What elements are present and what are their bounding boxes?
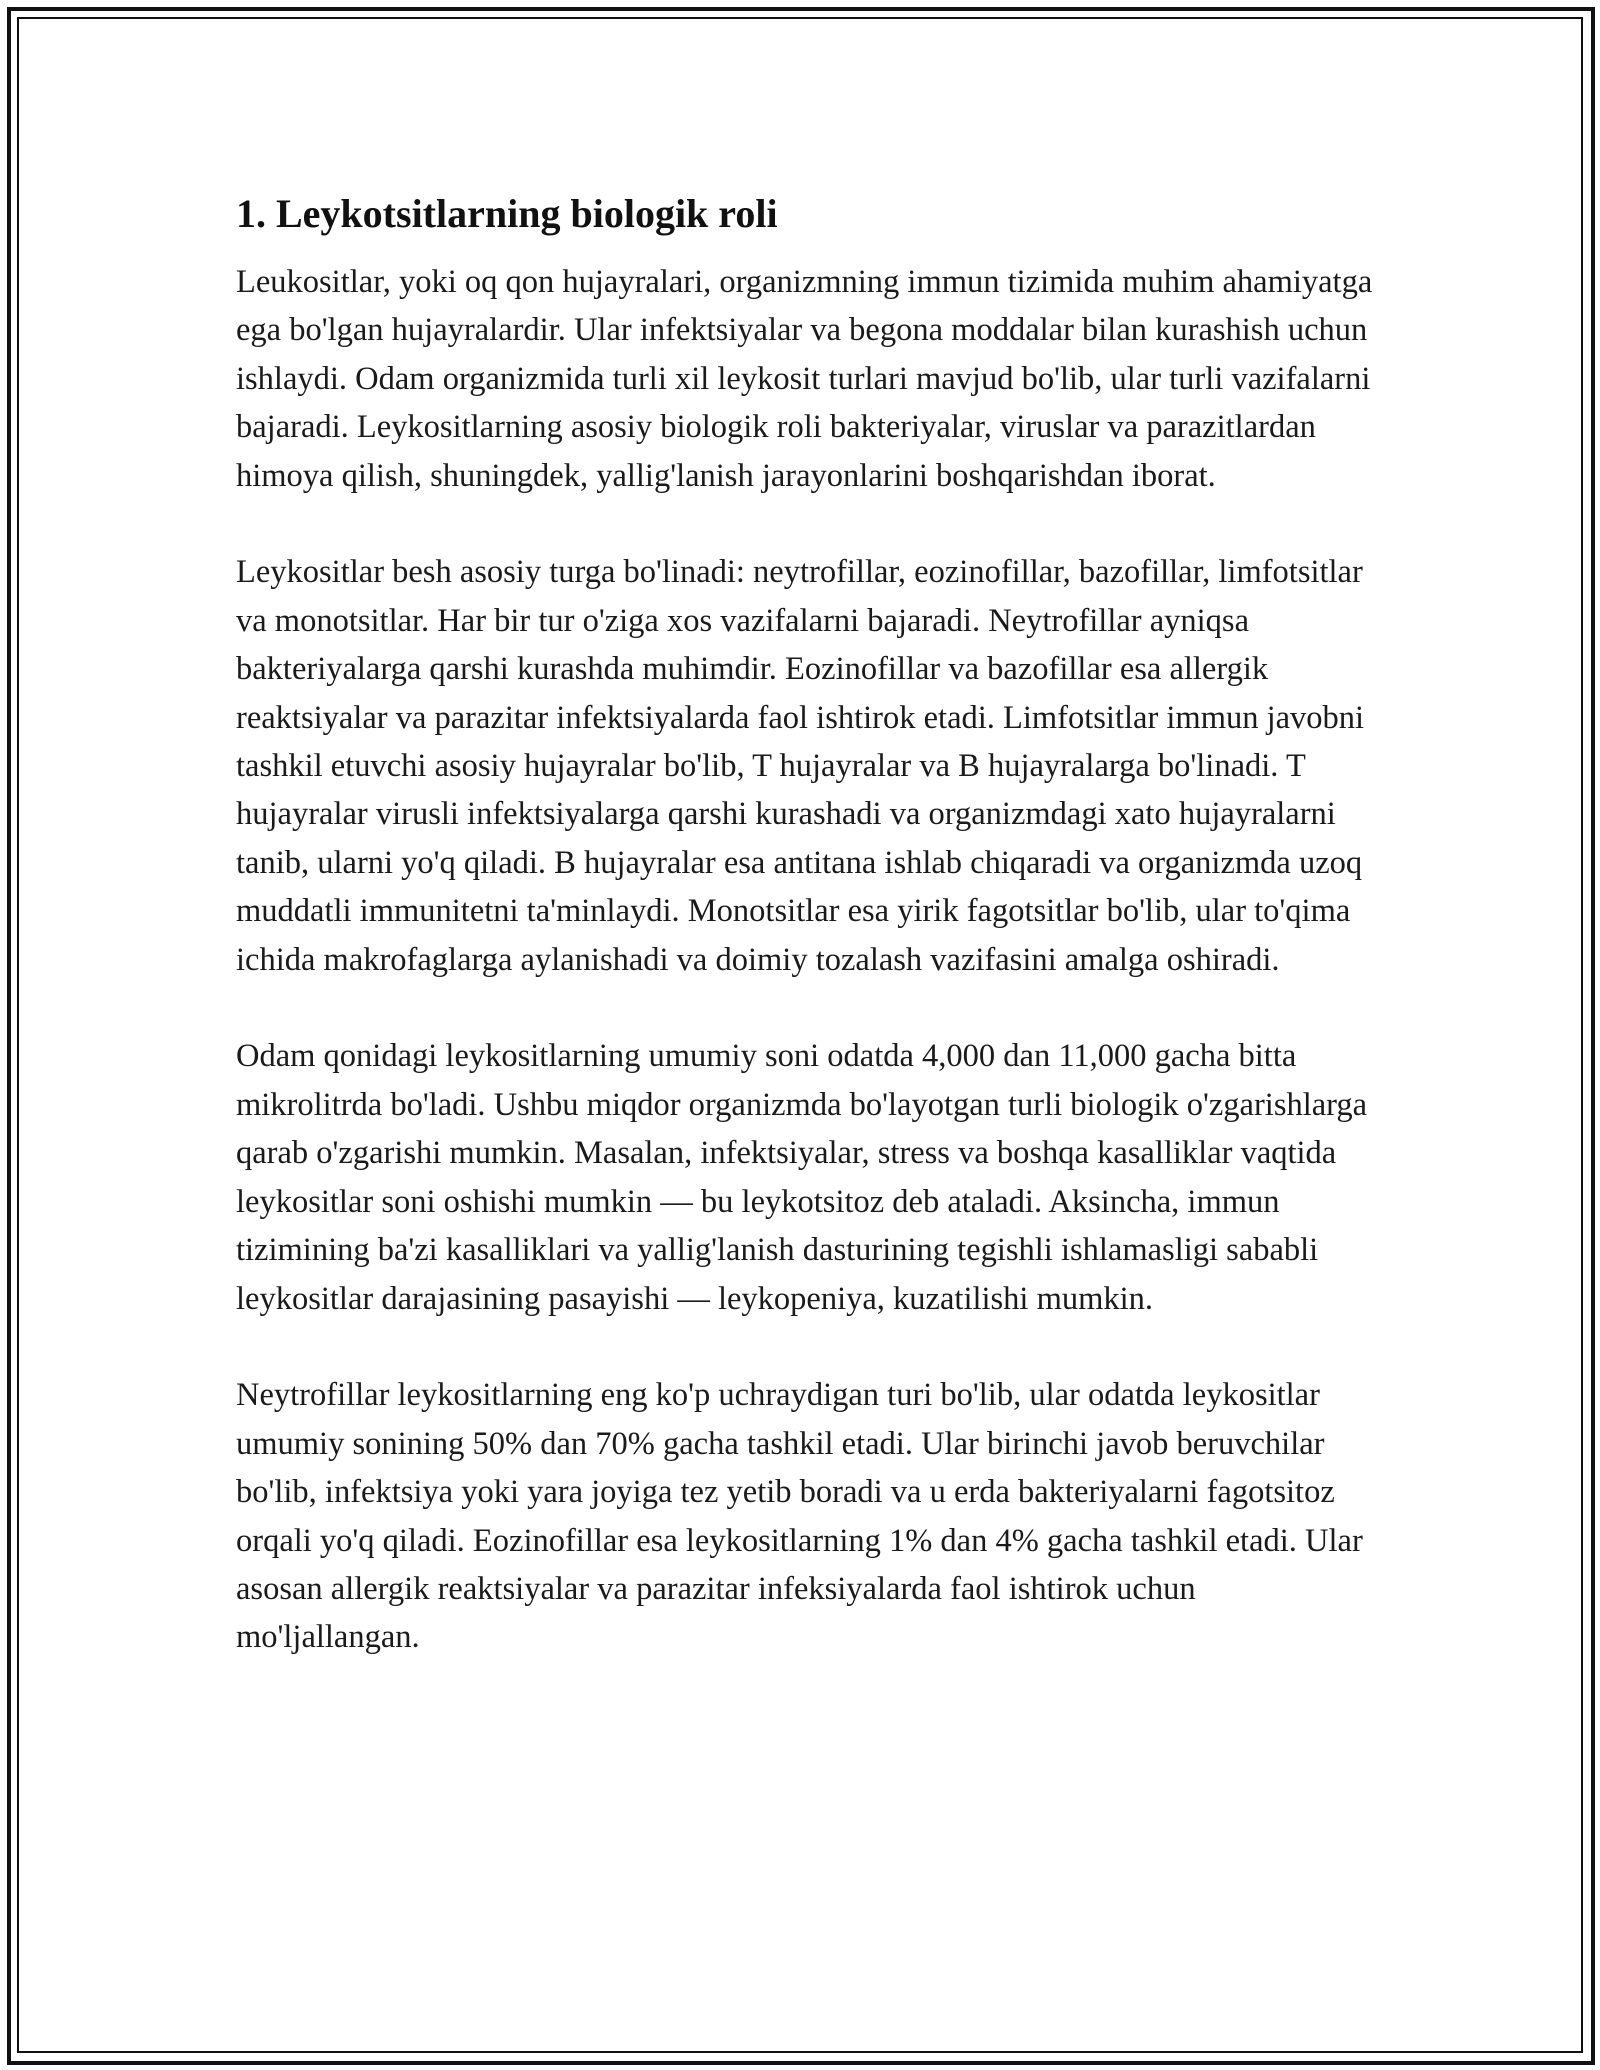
page-title: 1. Leykotsitlarning biologik roli [236,191,778,236]
paragraph-3: Odam qonidagi leykositlarning umumiy soni odatda 4,000 dan 11,000 gacha bitta mikrolitrda bo'ladi. Ushbu miqdor organizmda bo'layotgan turli biologik o'zgarishlarga qarab o'zgarishi mumkin. Masalan, infektsiyalar, stress va boshqa kasalliklar vaqtida leykositlar soni oshishi mumkin — bu leykotsitoz deb ataladi. Aksincha, immun tizimining ba'zi kasalliklari va yallig'lanish dasturining tegishli ishlamasligi sababli leykositlar darajasining pasayishi — leykopeniya, kuzatilishi mumkin. [236,1038,1368,1317]
paragraph-4: Neytrofillar leykositlarning eng ko'p uchraydigan turi bo'lib, ular odatda leykositlar umumiy sonining 50% dan 70% gacha tashkil etadi. Ular birinchi javob beruvchilar bo'lib, infektsiya yoki yara joyiga tez yetib boradi va u erda bakteriyalarni fagotsitoz orqali yo'q qiladi. Eozinofillar esa leykositlarning 1% dan 4% gacha tashkil etadi. Ular asosan allergik reaktsiyalar va parazitar infeksiyalarda faol ishtirok uchun mo'ljallangan. [236,1377,1363,1656]
paragraph-1: Leukositlar, yoki oq qon hujayralari, organizmning immun tizimida muhim ahamiyatga ega bo'lgan hujayralardir. Ular infektsiyalar va begona moddalar bilan kurashish uchun ishlaydi. Odam organizmida turli xil leykosit turlari mavjud bo'lib, ular turli vazifalarni bajaradi. Leykositlarning asosiy biologik roli bakteriyalar, viruslar va parazitlardan himoya qilish, shuningdek, yallig'lanish jarayonlarini boshqarishdan iborat. [236,264,1373,494]
document-body [236,186,1376,1710]
paragraph-2: Leykositlar besh asosiy turga bo'linadi: neytrofillar, eozinofillar, bazofillar, limfotsitlar va monotsitlar. Har bir tur o'ziga xos vazifalarni bajaradi. Neytrofillar ayniqsa bakteriyalarga qarshi kurashda muhimdir. Eozinofillar va bazofillar esa allergik reaktsiyalar va parazitar infektsiyalarda faol ishtirok etadi. Limfotsitlar immun javobni tashkil etuvchi asosiy hujayralar bo'lib, T hujayralar va B hujayralarga bo'linadi. T hujayralar virusli infektsiyalarga qarshi kurashadi va organizmdagi xato hujayralarni tanib, ularni yo'q qiladi. B hujayralar esa antitana ishlab chiqaradi va organizmda uzoq muddatli immunitetni ta'minlaydi. Monotsitlar esa yirik fagotsitlar bo'lib, ular to'qima ichida makrofaglarga aylanishadi va doimiy tozalash vazifasini amalga oshiradi. [236,554,1365,978]
